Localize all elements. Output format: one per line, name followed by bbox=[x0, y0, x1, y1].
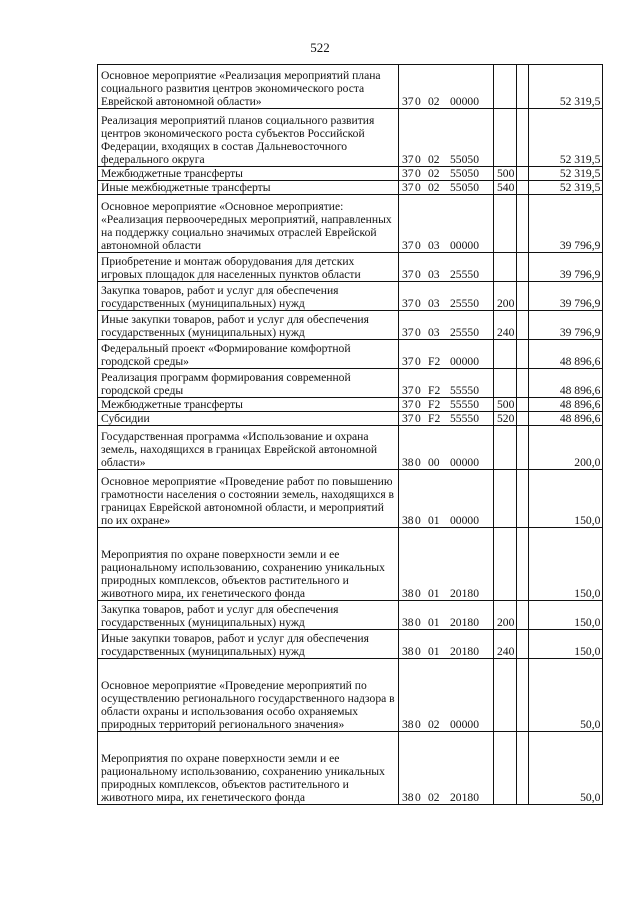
code-part-4: 00000 bbox=[450, 514, 479, 527]
code-part-2: 0 bbox=[415, 456, 421, 469]
row-code bbox=[399, 398, 494, 412]
code-part-2: 0 bbox=[415, 326, 421, 339]
row-name: Приобретение и монтаж оборудования для детских игровых площадок для населенных пунктов области bbox=[98, 253, 399, 282]
row-empty-cell bbox=[517, 167, 529, 181]
row-name: Мероприятия по охране поверхности земли и ее рациональному использованию, сохранению уникальных природных комплексов, объектов растительного и животного мира, их генетического фонда bbox=[98, 528, 399, 601]
code-part-4: 25550 bbox=[450, 297, 479, 310]
row-amount: 48 896,6 bbox=[529, 412, 603, 426]
code-part-3: 03 bbox=[428, 239, 440, 252]
code-part-4: 55550 bbox=[450, 412, 479, 425]
code-part-3: 03 bbox=[428, 268, 440, 281]
row-name: Иные закупки товаров, работ и услуг для обеспечения государственных (муниципальных) нужд bbox=[98, 311, 399, 340]
code-part-4: 20180 bbox=[450, 587, 479, 600]
row-expense-type: 500 bbox=[494, 167, 517, 181]
code-part-3: 02 bbox=[428, 95, 440, 108]
row-expense-type bbox=[494, 659, 517, 732]
table-row bbox=[98, 65, 603, 109]
code-part-3: 01 bbox=[428, 645, 440, 658]
table-row bbox=[98, 340, 603, 369]
row-code bbox=[399, 426, 494, 470]
row-amount: 52 319,5 bbox=[529, 181, 603, 195]
code-part-2: 0 bbox=[415, 297, 421, 310]
table-row bbox=[98, 253, 603, 282]
table-row bbox=[98, 311, 603, 340]
row-empty-cell bbox=[517, 426, 529, 470]
row-code bbox=[399, 65, 494, 109]
row-code bbox=[399, 167, 494, 181]
row-amount: 39 796,9 bbox=[529, 282, 603, 311]
table-row bbox=[98, 398, 603, 412]
row-amount: 200,0 bbox=[529, 426, 603, 470]
row-expense-type: 240 bbox=[494, 630, 517, 659]
code-part-3: F2 bbox=[428, 412, 441, 425]
row-name: Межбюджетные трансферты bbox=[98, 167, 399, 181]
code-part-2: 0 bbox=[415, 398, 421, 411]
code-part-1: 37 bbox=[402, 412, 414, 425]
row-name: Основное мероприятие «Основное мероприятие: «Реализация первоочередных мероприятий, направленных на поддержку социально значимых отраслей Еврейской автономной области bbox=[98, 195, 399, 253]
row-name: Закупка товаров, работ и услуг для обеспечения государственных (муниципальных) нужд bbox=[98, 601, 399, 630]
code-part-2: 0 bbox=[415, 181, 421, 194]
row-expense-type: 500 bbox=[494, 398, 517, 412]
code-part-1: 37 bbox=[402, 239, 414, 252]
table-row bbox=[98, 630, 603, 659]
code-part-4: 00000 bbox=[450, 456, 479, 469]
row-expense-type bbox=[494, 65, 517, 109]
row-amount: 48 896,6 bbox=[529, 369, 603, 398]
row-expense-type bbox=[494, 426, 517, 470]
row-code bbox=[399, 659, 494, 732]
code-part-1: 38 bbox=[402, 456, 414, 469]
code-part-4: 55550 bbox=[450, 398, 479, 411]
row-expense-type: 200 bbox=[494, 282, 517, 311]
code-part-3: 02 bbox=[428, 181, 440, 194]
row-expense-type: 240 bbox=[494, 311, 517, 340]
code-part-2: 0 bbox=[415, 268, 421, 281]
row-empty-cell bbox=[517, 470, 529, 528]
code-part-3: 02 bbox=[428, 791, 440, 804]
code-part-2: 0 bbox=[415, 791, 421, 804]
code-part-1: 38 bbox=[402, 514, 414, 527]
row-code bbox=[399, 181, 494, 195]
table-row bbox=[98, 109, 603, 167]
table-row bbox=[98, 282, 603, 311]
code-part-4: 25550 bbox=[450, 326, 479, 339]
row-expense-type: 200 bbox=[494, 601, 517, 630]
row-expense-type bbox=[494, 470, 517, 528]
row-name: Основное мероприятие «Реализация мероприятий плана социального развития центров экономического роста Еврейской автономной области» bbox=[98, 65, 399, 109]
row-name: Иные закупки товаров, работ и услуг для обеспечения государственных (муниципальных) нужд bbox=[98, 630, 399, 659]
row-empty-cell bbox=[517, 282, 529, 311]
row-expense-type bbox=[494, 109, 517, 167]
code-part-2: 0 bbox=[415, 239, 421, 252]
row-name: Основное мероприятие «Проведение работ по повышению грамотности населения о состоянии земель, находящихся в границах Еврейской автономной области, и мероприятий по их охране» bbox=[98, 470, 399, 528]
code-part-1: 37 bbox=[402, 326, 414, 339]
code-part-4: 20180 bbox=[450, 616, 479, 629]
row-code bbox=[399, 412, 494, 426]
table-row bbox=[98, 426, 603, 470]
code-part-2: 0 bbox=[415, 384, 421, 397]
budget-table-body bbox=[98, 65, 603, 805]
row-empty-cell bbox=[517, 630, 529, 659]
code-part-2: 0 bbox=[415, 167, 421, 180]
code-part-3: 01 bbox=[428, 514, 440, 527]
table-row bbox=[98, 470, 603, 528]
code-part-2: 0 bbox=[415, 514, 421, 527]
row-empty-cell bbox=[517, 253, 529, 282]
code-part-3: 02 bbox=[428, 153, 440, 166]
code-part-2: 0 bbox=[415, 153, 421, 166]
code-part-1: 37 bbox=[402, 167, 414, 180]
code-part-4: 00000 bbox=[450, 355, 479, 368]
row-expense-type: 540 bbox=[494, 181, 517, 195]
table-row bbox=[98, 601, 603, 630]
row-code bbox=[399, 601, 494, 630]
row-name: Мероприятия по охране поверхности земли и ее рациональному использованию, сохранению уникальных природных комплексов, объектов растительного и животного мира, их генетического фонда bbox=[98, 732, 399, 805]
code-part-4: 20180 bbox=[450, 791, 479, 804]
table-row bbox=[98, 369, 603, 398]
code-part-3: 00 bbox=[428, 456, 440, 469]
row-amount: 50,0 bbox=[529, 732, 603, 805]
row-name: Иные межбюджетные трансферты bbox=[98, 181, 399, 195]
code-part-1: 37 bbox=[402, 384, 414, 397]
row-amount: 150,0 bbox=[529, 528, 603, 601]
page-number: 522 bbox=[310, 40, 330, 55]
row-amount: 150,0 bbox=[529, 601, 603, 630]
code-part-3: 01 bbox=[428, 616, 440, 629]
row-amount: 39 796,9 bbox=[529, 253, 603, 282]
row-expense-type bbox=[494, 369, 517, 398]
row-empty-cell bbox=[517, 732, 529, 805]
code-part-1: 37 bbox=[402, 181, 414, 194]
row-name: Федеральный проект «Формирование комфортной городской среды» bbox=[98, 340, 399, 369]
row-amount: 52 319,5 bbox=[529, 109, 603, 167]
code-part-4: 00000 bbox=[450, 239, 479, 252]
row-amount: 39 796,9 bbox=[529, 195, 603, 253]
row-expense-type bbox=[494, 340, 517, 369]
budget-table bbox=[97, 64, 603, 805]
code-part-2: 0 bbox=[415, 616, 421, 629]
row-amount: 52 319,5 bbox=[529, 65, 603, 109]
row-code bbox=[399, 630, 494, 659]
row-expense-type bbox=[494, 195, 517, 253]
table-row bbox=[98, 528, 603, 601]
code-part-1: 38 bbox=[402, 791, 414, 804]
row-name: Реализация программ формирования современной городской среды bbox=[98, 369, 399, 398]
row-expense-type bbox=[494, 732, 517, 805]
row-code bbox=[399, 470, 494, 528]
row-empty-cell bbox=[517, 311, 529, 340]
row-name: Государственная программа «Использование и охрана земель, находящихся в границах Еврейской автономной области» bbox=[98, 426, 399, 470]
code-part-3: 03 bbox=[428, 297, 440, 310]
code-part-2: 0 bbox=[415, 587, 421, 600]
row-empty-cell bbox=[517, 181, 529, 195]
table-row bbox=[98, 659, 603, 732]
code-part-2: 0 bbox=[415, 355, 421, 368]
row-empty-cell bbox=[517, 412, 529, 426]
code-part-1: 37 bbox=[402, 297, 414, 310]
row-amount: 150,0 bbox=[529, 630, 603, 659]
row-name: Реализация мероприятий планов социального развития центров экономического роста субъектов Российской Федерации, входящих в состав Дальневосточного федерального округа bbox=[98, 109, 399, 167]
table-row bbox=[98, 167, 603, 181]
row-empty-cell bbox=[517, 340, 529, 369]
row-empty-cell bbox=[517, 65, 529, 109]
code-part-4: 55050 bbox=[450, 181, 479, 194]
row-code bbox=[399, 109, 494, 167]
row-code bbox=[399, 253, 494, 282]
row-empty-cell bbox=[517, 109, 529, 167]
table-row bbox=[98, 412, 603, 426]
code-part-1: 38 bbox=[402, 587, 414, 600]
row-empty-cell bbox=[517, 659, 529, 732]
row-name: Субсидии bbox=[98, 412, 399, 426]
row-amount: 48 896,6 bbox=[529, 340, 603, 369]
code-part-1: 38 bbox=[402, 616, 414, 629]
row-amount: 50,0 bbox=[529, 659, 603, 732]
row-amount: 150,0 bbox=[529, 470, 603, 528]
row-empty-cell bbox=[517, 528, 529, 601]
code-part-1: 38 bbox=[402, 718, 414, 731]
code-part-4: 55050 bbox=[450, 167, 479, 180]
code-part-3: 03 bbox=[428, 326, 440, 339]
row-expense-type: 520 bbox=[494, 412, 517, 426]
code-part-3: 01 bbox=[428, 587, 440, 600]
row-amount: 39 796,9 bbox=[529, 311, 603, 340]
code-part-3: 02 bbox=[428, 718, 440, 731]
code-part-4: 55550 bbox=[450, 384, 479, 397]
code-part-2: 0 bbox=[415, 95, 421, 108]
row-code bbox=[399, 311, 494, 340]
row-empty-cell bbox=[517, 601, 529, 630]
table-row bbox=[98, 195, 603, 253]
code-part-4: 20180 bbox=[450, 645, 479, 658]
row-code bbox=[399, 340, 494, 369]
row-code bbox=[399, 528, 494, 601]
code-part-2: 0 bbox=[415, 645, 421, 658]
row-empty-cell bbox=[517, 195, 529, 253]
code-part-1: 37 bbox=[402, 355, 414, 368]
code-part-1: 37 bbox=[402, 268, 414, 281]
row-empty-cell bbox=[517, 398, 529, 412]
row-name: Основное мероприятие «Проведение мероприятий по осуществлению регионального государственного надзора в области охраны и использования особо охраняемых природных территорий регионального значения» bbox=[98, 659, 399, 732]
code-part-4: 25550 bbox=[450, 268, 479, 281]
table-row bbox=[98, 732, 603, 805]
row-name: Межбюджетные трансферты bbox=[98, 398, 399, 412]
code-part-3: F2 bbox=[428, 355, 441, 368]
row-code bbox=[399, 195, 494, 253]
code-part-4: 00000 bbox=[450, 718, 479, 731]
row-expense-type bbox=[494, 253, 517, 282]
code-part-1: 37 bbox=[402, 153, 414, 166]
row-expense-type bbox=[494, 528, 517, 601]
row-code bbox=[399, 732, 494, 805]
row-empty-cell bbox=[517, 369, 529, 398]
code-part-1: 38 bbox=[402, 645, 414, 658]
code-part-2: 0 bbox=[415, 412, 421, 425]
table-row bbox=[98, 181, 603, 195]
code-part-3: 02 bbox=[428, 167, 440, 180]
code-part-3: F2 bbox=[428, 384, 441, 397]
row-amount: 52 319,5 bbox=[529, 167, 603, 181]
code-part-1: 37 bbox=[402, 398, 414, 411]
row-code bbox=[399, 282, 494, 311]
row-code bbox=[399, 369, 494, 398]
row-name: Закупка товаров, работ и услуг для обеспечения государственных (муниципальных) нужд bbox=[98, 282, 399, 311]
code-part-4: 00000 bbox=[450, 95, 479, 108]
code-part-2: 0 bbox=[415, 718, 421, 731]
code-part-3: F2 bbox=[428, 398, 441, 411]
code-part-4: 55050 bbox=[450, 153, 479, 166]
row-amount: 48 896,6 bbox=[529, 398, 603, 412]
code-part-1: 37 bbox=[402, 95, 414, 108]
